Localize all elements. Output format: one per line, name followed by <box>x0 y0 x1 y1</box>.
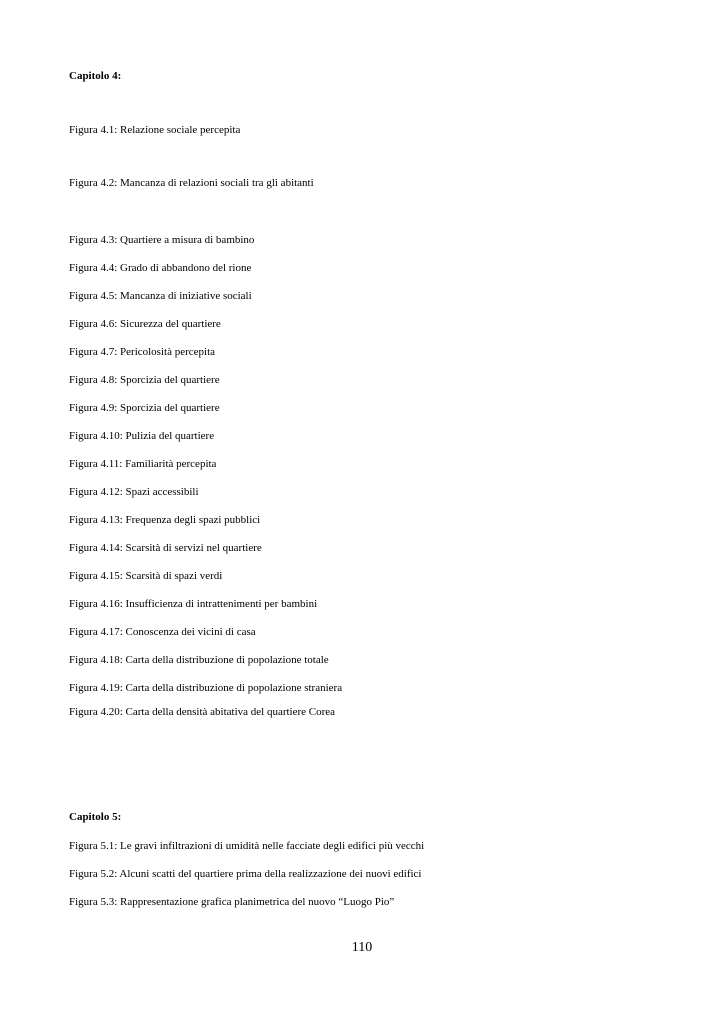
figure-caption-4-8: Figura 4.8: Sporcizia del quartiere <box>69 374 220 386</box>
figure-caption-4-2: Figura 4.2: Mancanza di relazioni sociali tra gli abitanti <box>69 177 314 189</box>
figure-caption-4-19: Figura 4.19: Carta della distribuzione di popolazione straniera <box>69 682 343 694</box>
figure-caption-4-3: Figura 4.3: Quartiere a misura di bambino <box>69 234 255 246</box>
page-number: 110 <box>351 940 373 955</box>
figure-caption-4-14: Figura 4.14: Scarsità di servizi nel quartiere <box>69 542 262 554</box>
figure-caption-4-18: Figura 4.18: Carta della distribuzione di popolazione totale <box>69 654 329 666</box>
figure-caption-4-9: Figura 4.9: Sporcizia del quartiere <box>69 402 220 414</box>
figure-caption-5-3: Figura 5.3: Rappresentazione grafica planimetrica del nuovo “Luogo Pio” <box>69 896 395 908</box>
figure-caption-4-7: Figura 4.7: Pericolosità percepita <box>69 346 216 358</box>
figure-caption-4-16: Figura 4.16: Insufficienza di intrattenimenti per bambini <box>69 598 318 610</box>
figure-caption-4-1: Figura 4.1: Relazione sociale percepita <box>69 124 241 136</box>
figure-caption-4-15: Figura 4.15: Scarsità di spazi verdi <box>69 570 223 582</box>
figure-caption-5-2: Figura 5.2: Alcuni scatti del quartiere prima della realizzazione dei nuovi edifici <box>69 868 422 880</box>
figure-caption-4-4: Figura 4.4: Grado di abbandono del rione <box>69 262 252 274</box>
figure-caption-4-20: Figura 4.20: Carta della densità abitativa del quartiere Corea <box>69 706 336 718</box>
figure-caption-4-6: Figura 4.6: Sicurezza del quartiere <box>69 318 221 330</box>
figure-caption-4-5: Figura 4.5: Mancanza di iniziative sociali <box>69 290 252 302</box>
figure-caption-4-13: Figura 4.13: Frequenza degli spazi pubblici <box>69 514 261 526</box>
figure-caption-4-10: Figura 4.10: Pulizia del quartiere <box>69 430 215 442</box>
chapter-4-heading: Capitolo 4: <box>69 70 122 82</box>
figure-caption-5-1: Figura 5.1: Le gravi infiltrazioni di umidità nelle facciate degli edifici più vecchi <box>69 840 425 852</box>
chapter-5-heading: Capitolo 5: <box>69 811 122 823</box>
figure-caption-4-12: Figura 4.12: Spazi accessibili <box>69 486 199 498</box>
figure-caption-4-17: Figura 4.17: Conoscenza dei vicini di casa <box>69 626 256 638</box>
figure-caption-4-11: Figura 4.11: Familiarità percepita <box>69 458 217 470</box>
